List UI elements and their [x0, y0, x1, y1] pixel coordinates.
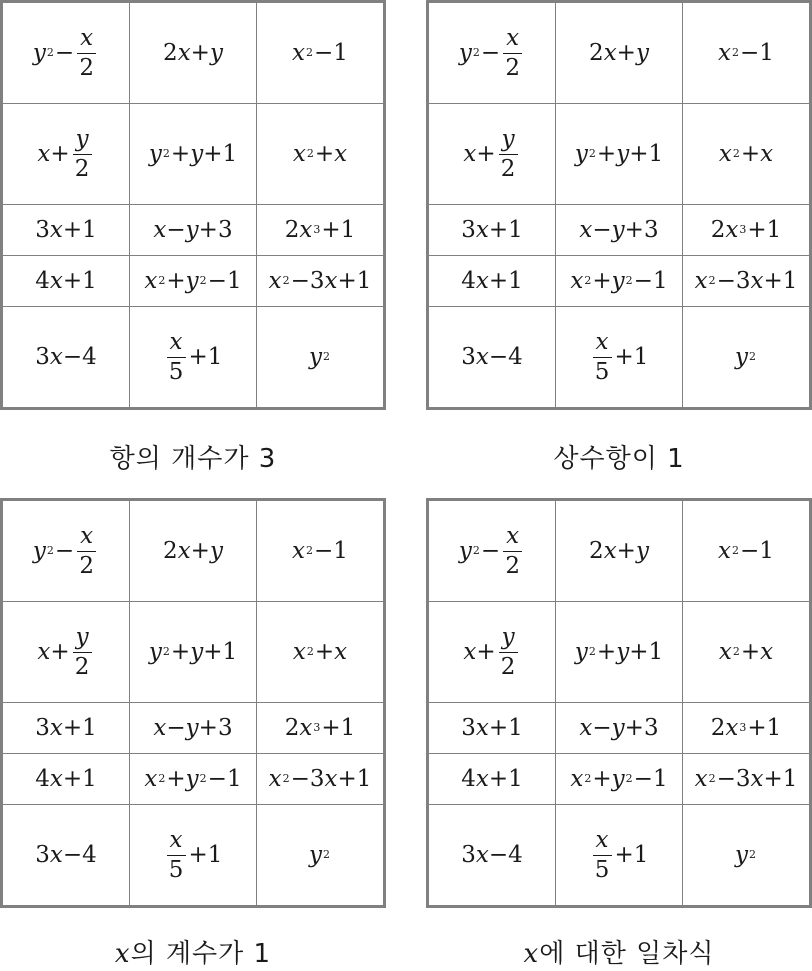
panel-3 — [0, 498, 386, 908]
expression-cell: x − y +3 — [556, 205, 683, 256]
expression-cell: 2 x + y — [130, 501, 257, 602]
expression-cell: x − y +3 — [130, 205, 257, 256]
expression-cell: y 2 − $\frac{x}{2}$ — [3, 501, 130, 602]
expression-cell: x 2 + x — [257, 104, 383, 205]
expression-cell: x 2 −1 — [257, 3, 383, 104]
expression-cell: x − y +3 — [130, 703, 257, 754]
panel-1 — [0, 0, 386, 410]
expression-cell: x 2 −3 x +1 — [257, 256, 383, 307]
expression-cell: y 2 − $\frac{x}{2}$ — [429, 501, 556, 602]
caption-3 — [0, 933, 386, 970]
expression-cell: x + $\frac{y}{2}$ — [429, 104, 556, 205]
expression-cell: $\frac{x}{5}$ +1 — [130, 805, 257, 905]
expression-cell: 4 x +1 — [3, 754, 130, 805]
expression-cell: y 2 − $\frac{x}{2}$ — [429, 3, 556, 104]
expression-cell: 2 x 3 +1 — [257, 703, 383, 754]
expression-cell: y 2 — [735, 842, 756, 868]
expression-cell: x 2 + x — [683, 104, 809, 205]
expression-cell: 4 x +1 — [429, 754, 556, 805]
expression-grid — [0, 0, 386, 410]
expression-cell: 2 x + y — [130, 3, 257, 104]
caption-text: 에 대한 일차식 — [539, 939, 715, 969]
expression-cell: x + $\frac{y}{2}$ — [429, 602, 556, 703]
caption-text: 상수항이 1 — [553, 444, 685, 474]
expression-cell: x + $\frac{y}{2}$ — [3, 104, 130, 205]
expression-cell: y 2 + y +1 — [130, 602, 257, 703]
caption-4 — [426, 933, 812, 970]
expression-cell: 3 x +1 — [3, 205, 130, 256]
caption-variable: x — [523, 939, 540, 969]
expression-cell: 3 x −4 — [429, 307, 556, 407]
expression-cell: 3 x −4 — [3, 307, 130, 407]
expression-cell: y 2 — [735, 344, 756, 370]
expression-cell: y 2 — [309, 344, 330, 370]
caption-text: 항의 개수가 3 — [109, 444, 277, 474]
expression-cell: y 2 + y +1 — [130, 104, 257, 205]
expression-cell: x 2 + y 2 −1 — [556, 754, 683, 805]
expression-grid — [0, 498, 386, 908]
expression-cell: x 2 −3 x +1 — [683, 754, 809, 805]
expression-cell: y 2 — [309, 842, 330, 868]
expression-cell: 3 x +1 — [3, 703, 130, 754]
expression-cell: x 2 −1 — [683, 3, 809, 104]
expression-cell: x 2 + x — [257, 602, 383, 703]
expression-grid — [426, 0, 812, 410]
expression-cell: x 2 + x — [683, 602, 809, 703]
expression-cell: $\frac{x}{5}$ +1 — [130, 307, 257, 407]
caption-1 — [0, 438, 386, 475]
expression-cell: 2 x 3 +1 — [683, 205, 809, 256]
expression-cell: y 2 + y +1 — [556, 104, 683, 205]
expression-cell: x 2 + y 2 −1 — [556, 256, 683, 307]
panel-4 — [426, 498, 812, 908]
expression-cell: 4 x +1 — [3, 256, 130, 307]
expression-cell: x 2 −1 — [257, 501, 383, 602]
expression-cell: x 2 + y 2 −1 — [130, 256, 257, 307]
expression-cell: x 2 + y 2 −1 — [130, 754, 257, 805]
caption-text: 의 계수가 1 — [130, 939, 272, 969]
expression-cell: 4 x +1 — [429, 256, 556, 307]
expression-cell: 3 x −4 — [429, 805, 556, 905]
expression-cell: x − y +3 — [556, 703, 683, 754]
expression-cell: $\frac{x}{5}$ +1 — [556, 805, 683, 905]
expression-cell: 2 x + y — [556, 501, 683, 602]
panel-2 — [426, 0, 812, 410]
expression-cell: x 2 −3 x +1 — [683, 256, 809, 307]
expression-cell: 2 x 3 +1 — [257, 205, 383, 256]
expression-cell: 3 x −4 — [3, 805, 130, 905]
expression-cell: x 2 −1 — [683, 501, 809, 602]
expression-cell: y 2 + y +1 — [556, 602, 683, 703]
expression-grid — [426, 498, 812, 908]
expression-cell: 2 x + y — [556, 3, 683, 104]
expression-cell: 2 x 3 +1 — [683, 703, 809, 754]
caption-2 — [426, 438, 812, 475]
expression-cell: x 2 −3 x +1 — [257, 754, 383, 805]
expression-cell: 3 x +1 — [429, 703, 556, 754]
caption-variable: x — [114, 939, 131, 969]
expression-cell: 3 x +1 — [429, 205, 556, 256]
expression-cell: $\frac{x}{5}$ +1 — [556, 307, 683, 407]
expression-cell: x + $\frac{y}{2}$ — [3, 602, 130, 703]
expression-cell: y 2 − $\frac{x}{2}$ — [3, 3, 130, 104]
